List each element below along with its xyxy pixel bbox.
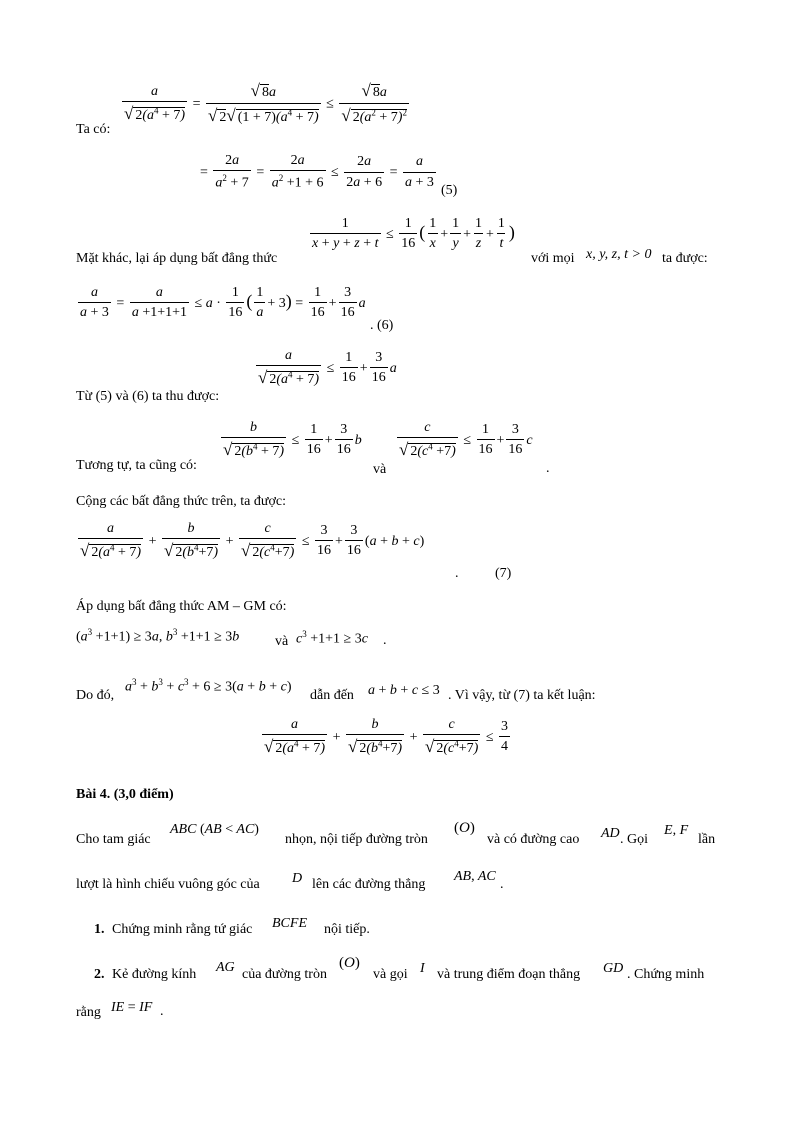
q2-text-a: Kẻ đường kính — [112, 967, 197, 982]
q1-text-b: nội tiếp. — [324, 922, 370, 937]
q1-bcfe: BCFE — [272, 916, 307, 931]
tag-5: (5) — [441, 183, 458, 198]
problem-title: Bài 4. (3,0 điểm) — [76, 787, 174, 802]
formula-line-6a: $\frac{b}{√ 2(b^4 + 7)}$ ≤ $\frac{1}{16}$ + $\frac{3}{16}$ b — [223, 420, 362, 460]
p-line1-e: lần — [698, 832, 716, 847]
q2-number: 2. — [94, 967, 105, 982]
q2-i: I — [420, 961, 425, 976]
formula-line-9a: $a^3 + b^3 + c^3 + 6 \ge 3(a + b + c)$ — [125, 677, 292, 695]
q2-circle-o: (O) — [339, 955, 360, 971]
formula-line-10: $\frac{a}{√ 2(a^4 + 7)}$ + $\frac{b}{√ 2(b^4+7)}$ + $\frac{c}{√ 2(c^4+7)}$ ≤ $\frac{3}{4}$ — [264, 717, 508, 757]
line9-mid: dẫn đến — [310, 688, 354, 703]
formula-line-1: $\frac{a}{√ 2(a^4 + 7)}$ = $\frac{√ 8a}{√ 2√ (1 + 7)(a^4 + 7)}$ ≤ $\frac{√ 8a}{√ 2(a^2 + 7)^2}$ — [124, 81, 407, 125]
q2-text-f: rằng — [76, 1005, 101, 1020]
formula-line-4: $\frac{a}{a + 3}$ = $\frac{a}{a +1+1+1}$ ≤ a · $\frac{1}{16}$ ( $\frac{1}{a}$ + 3) = $\frac{1}{16}$ + $\frac{3}{16}$ a — [80, 285, 366, 321]
line3-mid: với mọi — [531, 251, 575, 266]
line9-lead: Do đó, — [76, 688, 115, 703]
line5-text: Từ (5) và (6) ta thu được: — [76, 389, 220, 404]
q2-text-g: . — [160, 1004, 164, 1019]
formula-line-7: $\frac{a}{√ 2(a^4 + 7)}$ + $\frac{b}{√ 2(b^4+7)}$ + $\frac{c}{√ 2(c^4+7)}$ ≤ $\frac{3}{16}$ + $\frac{3}{16}$ (a + b + c) — [80, 521, 425, 561]
tag-7: (7) — [495, 566, 512, 581]
p-abc: ABC (AB < AC) — [170, 822, 259, 837]
line9-end: . Vì vậy, từ (7) ta kết luận: — [448, 688, 596, 703]
tag-6: . (6) — [370, 318, 394, 333]
p-line1-b: nhọn, nội tiếp đường tròn — [285, 832, 428, 847]
formula-line-9b: a + b + c ≤ 3 — [368, 683, 440, 698]
p-line2-b: lên các đường thẳng — [312, 877, 426, 892]
line3-text: Mặt khác, lại áp dụng bất đẳng thức — [76, 251, 278, 266]
q2-gd: GD — [603, 961, 624, 976]
p-d: D — [292, 871, 303, 886]
line3-end: ta được: — [662, 251, 708, 266]
q1-text-a: Chứng minh rằng tứ giác — [112, 922, 253, 937]
ta-co-label: Ta có: — [76, 122, 111, 137]
p-abac: AB, AC — [454, 869, 496, 884]
line8-and: và — [275, 634, 289, 649]
line8-dot: . — [383, 633, 387, 648]
formula-line-3: $\frac{1}{x + y + z + t}$ ≤ $\frac{1}{16}$ ( $\frac{1}{x}$ + $\frac{1}{y}$ + $\frac{1}{z}$ + $\frac{1}{t}$ ) — [312, 216, 515, 252]
p-circle-o: (O) — [454, 820, 475, 836]
q2-ag: AG — [216, 960, 235, 975]
formula-line-2: = $\frac{2a}{a^2 + 7}$ = $\frac{2a}{a^2 +1 + 6}$ ≤ $\frac{2a}{2a + 6}$ = $\frac{a}{a + 3}$ — [200, 153, 434, 192]
formula-line-6b: $\frac{c}{√ 2(c^4 +7)}$ ≤ $\frac{1}{16}$ + $\frac{3}{16}$ c — [399, 420, 533, 460]
p-ef: E, F — [664, 823, 689, 838]
line8-text: Áp dụng bất đẳng thức AM – GM có: — [76, 599, 287, 614]
p-line1-c: và có đường cao — [487, 832, 580, 847]
q2-text-e: . Chứng minh — [627, 967, 705, 982]
line3-cond: x, y, z, t > 0 — [586, 247, 652, 262]
q1-number: 1. — [94, 922, 105, 937]
p-line1-d: . Gọi — [620, 832, 648, 847]
formula-line-8b: $c^3 +1+1 \ge 3c$ — [296, 629, 368, 647]
q2-ie-if: IE = IF — [111, 1000, 153, 1015]
p-line2-c: . — [500, 877, 504, 892]
p-line2-a: lượt là hình chiếu vuông góc của — [76, 877, 260, 892]
formula-line-8a: $(a^3 +1+1) \ge 3a$, $b^3 +1+1 \ge 3b$ — [76, 627, 240, 645]
line7-text: Cộng các bất đẳng thức trên, ta được: — [76, 494, 286, 509]
q2-text-c: và gọi — [373, 967, 408, 982]
p-ad: AD — [601, 826, 620, 841]
formula-line-5: $\frac{a}{√ 2(a^4 + 7)}$ ≤ $\frac{1}{16}$ + $\frac{3}{16}$ a — [258, 348, 397, 388]
q2-text-b: của đường tròn — [242, 967, 327, 982]
p-line1-a: Cho tam giác — [76, 832, 151, 847]
line6-dot: . — [546, 461, 550, 476]
line7-dot: . — [455, 566, 459, 581]
line6-text: Tương tự, ta cũng có: — [76, 458, 197, 473]
line6-and: và — [373, 462, 387, 477]
q2-text-d: và trung điểm đoạn thẳng — [437, 967, 581, 982]
